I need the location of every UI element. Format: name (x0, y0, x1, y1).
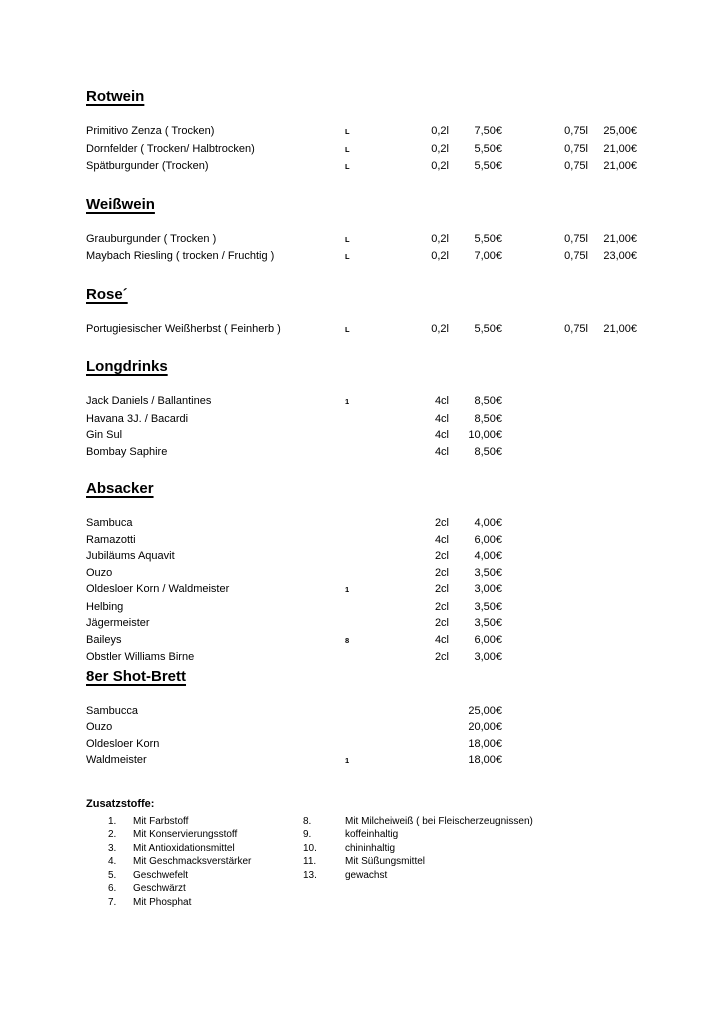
item-price-large: 21,00€ (603, 160, 637, 172)
item-name: Primitivo Zenza ( Trocken) (86, 125, 215, 137)
item-price-large (588, 393, 637, 411)
item-size-small: 2cl (434, 566, 449, 579)
item-price-small: 5,50€ (474, 322, 502, 335)
item-price-small: 20,00€ (468, 721, 502, 733)
item-price-small: 3,00€ (474, 651, 502, 663)
item-footnote-marker: L (345, 324, 350, 334)
footnote-number: 9. (303, 829, 312, 841)
footnote-number: 6. (108, 883, 117, 895)
footnote-number: 10. (303, 842, 317, 854)
menu-section (86, 358, 694, 460)
menu-item-row (86, 123, 694, 141)
item-size-large (502, 703, 588, 720)
menu-item-row (86, 141, 694, 159)
item-size-small: 2cl (434, 517, 449, 529)
footnote-number (303, 896, 345, 910)
menu-section (86, 480, 694, 666)
item-name: Oldesloer Korn / Waldmeister (86, 583, 230, 595)
footnote-number: 2. (108, 829, 117, 841)
item-size-large (502, 632, 588, 650)
item-size-large: 0,75l (564, 322, 588, 335)
item-size-large (502, 615, 588, 632)
item-size-small: 2cl (434, 583, 449, 595)
item-size-large (502, 444, 588, 461)
footnote-row (86, 869, 694, 883)
section-title: Rose´ (86, 285, 128, 303)
item-price-large (588, 411, 637, 428)
item-price-small: 18,00€ (468, 737, 502, 750)
menu-sections (86, 88, 694, 770)
footnote-text: Mit Phosphat (133, 897, 192, 909)
footnote-text (345, 896, 694, 910)
menu-item-row (86, 231, 694, 249)
menu-item-row (86, 565, 694, 582)
item-footnote-marker: L (345, 162, 350, 171)
item-name: Portugiesischer Weißherbst ( Feinherb ) (86, 322, 281, 335)
footnote-text (345, 882, 694, 896)
item-size-small: 2cl (434, 550, 449, 562)
item-size-small (385, 703, 449, 720)
item-footnote-marker (345, 532, 385, 549)
item-footnote-marker: L (345, 144, 350, 154)
item-size-small: 2cl (434, 617, 449, 629)
section-title: Rotwein (86, 88, 145, 105)
item-name: Maybach Riesling ( trocken / Fruchtig ) (86, 250, 275, 262)
item-size-large: 0,75l (564, 250, 588, 262)
item-price-large (588, 444, 637, 461)
footnote-row (86, 828, 694, 842)
footnote-text: Geschwärzt (133, 883, 186, 895)
item-name: Obstler Williams Birne (86, 651, 195, 663)
item-name: Grauburgunder ( Trocken ) (86, 232, 217, 245)
item-price-small: 8,50€ (474, 412, 502, 425)
item-footnote-marker (345, 703, 385, 720)
item-price-large (588, 581, 637, 599)
item-price-large: 25,00€ (603, 125, 637, 137)
item-name: Bombay Saphire (86, 445, 168, 458)
footnote-number: 3. (108, 842, 117, 854)
section-title: Absacker (86, 480, 154, 497)
menu-item-row (86, 393, 694, 411)
item-price-large (588, 649, 637, 666)
footnote-text: Mit Geschmacksverstärker (133, 856, 252, 868)
item-price-small: 3,50€ (474, 600, 502, 613)
item-size-large (502, 581, 588, 599)
menu-section (86, 286, 694, 339)
menu-item-row (86, 444, 694, 461)
menu-item-row (86, 581, 694, 599)
footnote-number: 8. (303, 815, 312, 827)
footnote-row (86, 815, 694, 829)
item-price-large (588, 736, 637, 753)
item-name: Waldmeister (86, 754, 147, 766)
footnote-number: 13. (303, 869, 317, 881)
item-size-large (502, 599, 588, 616)
item-size-small: 2cl (434, 651, 449, 663)
menu-item-row (86, 649, 694, 666)
item-size-large (502, 411, 588, 428)
item-size-large: 0,75l (564, 160, 588, 172)
item-price-large: 21,00€ (603, 232, 637, 245)
item-price-large (588, 752, 637, 770)
item-size-small: 4cl (434, 395, 449, 407)
item-name: Ouzo (86, 566, 113, 579)
menu-item-row (86, 248, 694, 266)
footnote-text: Mit Antioxidationsmittel (133, 842, 235, 854)
item-footnote-marker: 1 (345, 397, 350, 406)
item-price-small: 6,00€ (474, 533, 502, 546)
menu-item-row (86, 158, 694, 176)
item-size-small: 4cl (434, 445, 449, 458)
menu-item-row (86, 515, 694, 532)
footnote-row (86, 896, 694, 910)
item-size-small: 4cl (434, 412, 449, 425)
item-footnote-marker: 1 (345, 585, 350, 594)
item-price-small: 4,00€ (474, 550, 502, 562)
item-price-small: 10,00€ (468, 429, 502, 441)
item-price-small: 8,50€ (474, 395, 502, 407)
item-price-large (588, 427, 637, 444)
menu-item-row (86, 632, 694, 650)
footnote-row (86, 842, 694, 856)
item-price-large (588, 719, 637, 736)
item-price-large (588, 703, 637, 720)
menu-item-row (86, 719, 694, 736)
item-price-small: 6,00€ (474, 633, 502, 646)
item-size-small: 4cl (434, 633, 449, 646)
item-name: Sambuca (86, 517, 133, 529)
item-price-large (588, 632, 637, 650)
footnote-number: 11. (303, 856, 317, 868)
item-size-small: 0,2l (431, 250, 449, 262)
menu-item-row (86, 752, 694, 770)
item-size-large: 0,75l (564, 125, 588, 137)
footnotes-title: Zusatzstoffe: (86, 797, 155, 810)
menu-section (86, 196, 694, 266)
menu-item-row (86, 599, 694, 616)
menu-item-row (86, 427, 694, 444)
item-size-large (502, 752, 588, 770)
item-size-small (385, 752, 449, 770)
section-title: 8er Shot-Brett (86, 667, 187, 685)
footnotes-list (86, 815, 694, 910)
item-size-small: 0,2l (431, 142, 449, 155)
item-footnote-marker: L (345, 234, 350, 244)
item-price-large (588, 599, 637, 616)
item-footnote-marker (345, 736, 385, 753)
item-size-large (502, 736, 588, 753)
footnote-text: Geschwefelt (133, 869, 189, 881)
footnote-number: 1. (108, 815, 117, 827)
item-footnote-marker (345, 515, 385, 532)
item-size-small (385, 719, 449, 736)
item-price-small: 3,00€ (474, 583, 502, 595)
item-price-large (588, 515, 637, 532)
item-name: Sambucca (86, 704, 138, 717)
item-footnote-marker: 1 (345, 756, 350, 765)
footnotes (86, 798, 694, 910)
item-size-large (502, 532, 588, 549)
item-price-large: 21,00€ (603, 142, 637, 155)
menu-section (86, 88, 694, 176)
item-price-small: 25,00€ (468, 704, 502, 717)
item-price-small: 4,00€ (474, 517, 502, 529)
item-price-large: 23,00€ (603, 250, 637, 262)
item-size-small: 4cl (434, 533, 449, 546)
item-footnote-marker: L (345, 127, 350, 136)
footnote-row (86, 855, 694, 869)
item-price-small: 18,00€ (468, 754, 502, 766)
item-footnote-marker: L (345, 252, 350, 261)
item-name: Helbing (86, 600, 124, 613)
item-footnote-marker: 8 (345, 635, 350, 645)
item-size-small: 0,2l (431, 232, 449, 245)
footnote-text: gewachst (345, 869, 388, 881)
item-price-small: 7,50€ (474, 125, 502, 137)
menu-item-row (86, 532, 694, 549)
footnote-text: Mit Konservierungsstoff (133, 829, 238, 841)
item-name: Baileys (86, 633, 122, 646)
item-size-large (502, 565, 588, 582)
item-price-small: 5,50€ (474, 142, 502, 155)
item-footnote-marker (345, 649, 385, 666)
item-price-small: 3,50€ (474, 566, 502, 579)
footnote-text: Mit Milcheiweiß ( bei Fleischerzeugnissen) (345, 815, 533, 827)
item-size-large (502, 427, 588, 444)
item-size-small (385, 736, 449, 753)
item-price-small: 8,50€ (474, 445, 502, 458)
item-size-small: 0,2l (431, 160, 449, 172)
item-name: Spätburgunder (Trocken) (86, 160, 209, 172)
item-size-large (502, 393, 588, 411)
item-price-small: 5,50€ (474, 232, 502, 245)
item-footnote-marker (345, 444, 385, 461)
item-footnote-marker (345, 427, 385, 444)
item-name: Jubiläums Aquavit (86, 550, 175, 562)
footnote-number: 5. (108, 869, 117, 881)
item-footnote-marker (345, 599, 385, 616)
item-size-large: 0,75l (564, 142, 588, 155)
footnote-number (303, 882, 345, 896)
item-name: Jack Daniels / Ballantines (86, 395, 212, 407)
menu-item-row (86, 703, 694, 720)
menu-item-row (86, 321, 694, 339)
item-name: Havana 3J. / Bacardi (86, 412, 189, 425)
item-size-large: 0,75l (564, 232, 588, 245)
item-size-small: 4cl (434, 429, 449, 441)
item-footnote-marker (345, 565, 385, 582)
section-title: Longdrinks (86, 358, 168, 375)
item-size-large (502, 719, 588, 736)
item-footnote-marker (345, 615, 385, 632)
item-price-small: 5,50€ (474, 160, 502, 172)
item-size-large (502, 515, 588, 532)
footnote-number: 4. (108, 856, 117, 868)
menu-item-row (86, 411, 694, 428)
footnote-text: Mit Süßungsmittel (345, 856, 426, 868)
item-name: Jägermeister (86, 617, 150, 629)
item-name: Gin Sul (86, 429, 123, 441)
item-name: Ramazotti (86, 533, 136, 546)
footnote-text: koffeinhaltig (345, 829, 399, 841)
item-price-large (588, 548, 637, 565)
item-size-large (502, 548, 588, 565)
item-size-large (502, 649, 588, 666)
menu-section (86, 668, 694, 770)
item-footnote-marker (345, 548, 385, 565)
item-name: Dornfelder ( Trocken/ Halbtrocken) (86, 142, 255, 155)
footnote-text: chininhaltig (345, 842, 396, 854)
item-price-large (588, 565, 637, 582)
footnote-row (86, 882, 694, 896)
item-name: Ouzo (86, 721, 113, 733)
item-footnote-marker (345, 411, 385, 428)
item-footnote-marker (345, 719, 385, 736)
item-name: Oldesloer Korn (86, 737, 160, 750)
item-size-small: 2cl (434, 600, 449, 613)
section-title: Weißwein (86, 195, 155, 213)
menu-item-row (86, 736, 694, 753)
item-price-large (588, 532, 637, 549)
footnote-text: Mit Farbstoff (133, 815, 189, 827)
footnote-number: 7. (108, 897, 117, 909)
item-size-small: 0,2l (431, 125, 449, 137)
item-price-large: 21,00€ (603, 322, 637, 335)
item-size-small: 0,2l (431, 322, 449, 335)
item-price-large (588, 615, 637, 632)
item-price-small: 7,00€ (474, 250, 502, 262)
item-price-small: 3,50€ (474, 617, 502, 629)
menu-item-row (86, 615, 694, 632)
menu-item-row (86, 548, 694, 565)
